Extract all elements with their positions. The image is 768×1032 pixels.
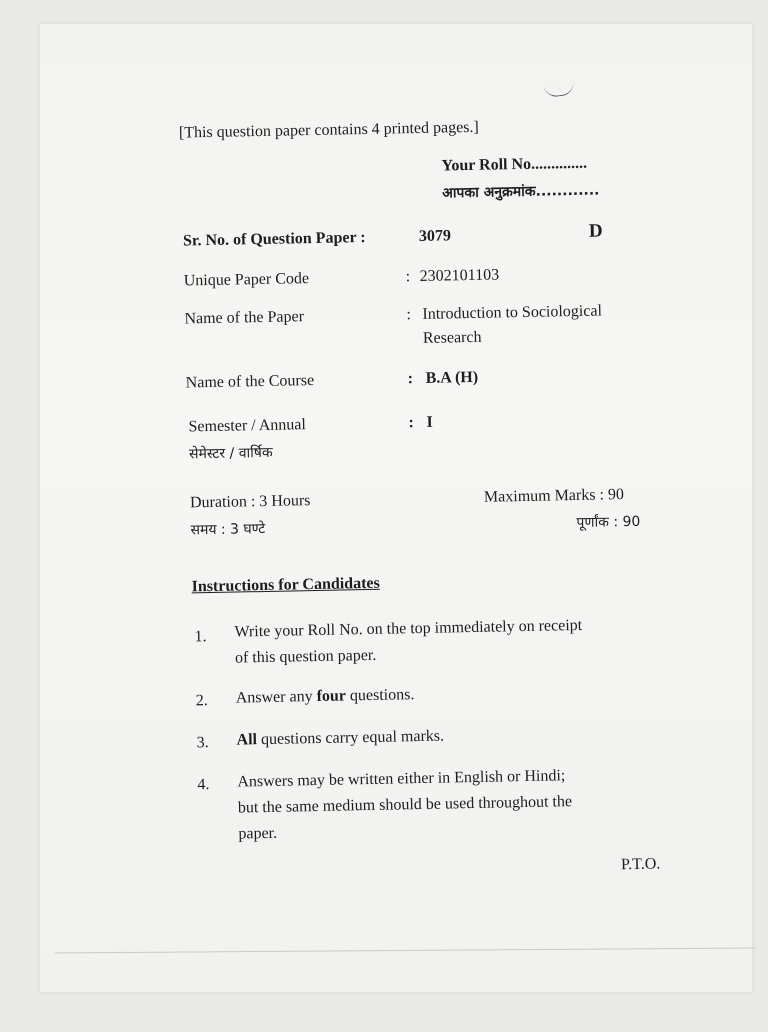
paper-name-line1: Introduction to Sociological: [422, 302, 603, 323]
semester-hindi: सेमेस्टर / वार्षिक: [188, 444, 273, 463]
duration-hindi: समय : 3 घण्टे: [190, 520, 266, 539]
header-note: [This question paper contains 4 printed pages.]: [178, 118, 479, 142]
course-value: B.A (H): [425, 368, 479, 387]
instruction-number: 3.: [196, 734, 209, 752]
set-letter: D: [588, 220, 603, 242]
page-turn-note: P.T.O.: [620, 855, 661, 874]
instruction-number: 1.: [194, 628, 207, 646]
instruction-text-line2: but the same medium should be used throughout the: [237, 793, 573, 817]
serial-label: Sr. No. of Question Paper :: [182, 228, 366, 250]
instruction-text: [236, 686, 415, 707]
semester-colon: :: [408, 414, 415, 432]
instruction-text-bold: four: [316, 687, 347, 706]
duration-label: Duration : 3 Hours: [189, 492, 311, 512]
paper-name-line2: Research: [422, 328, 482, 347]
instruction-number: 2.: [195, 692, 208, 710]
paper-code-label: Unique Paper Code: [183, 270, 310, 290]
instruction-text-line2: of this question paper.: [234, 646, 377, 667]
handwritten-mark: [543, 81, 574, 98]
semester-value: I: [426, 413, 433, 431]
semester-label: Semester / Annual: [188, 416, 307, 436]
instructions-title: Instructions for Candidates: [191, 574, 380, 596]
instruction-text: [236, 728, 444, 750]
instruction-text-bold: All: [236, 731, 258, 749]
paper-name-label: Name of the Paper: [184, 308, 305, 328]
serial-value: 3079: [418, 227, 452, 245]
instruction-text-pre: Answer any: [235, 688, 317, 707]
paper-code-colon: :: [405, 268, 411, 286]
instruction-text-post: questions.: [345, 686, 415, 705]
course-colon: :: [407, 370, 414, 388]
max-marks: Maximum Marks : 90: [483, 486, 625, 506]
instruction-text-line1: Answers may be written either in English or Hindi;: [237, 767, 566, 791]
roll-number-hindi: आपका अनुक्रमांक............: [441, 182, 600, 202]
paper-code-value: 2302101103: [419, 266, 500, 285]
instruction-number: 4.: [197, 776, 210, 794]
instruction-text-line3: paper.: [238, 824, 278, 843]
max-marks-hindi: पूर्णांक : 90: [576, 513, 641, 531]
course-label: Name of the Course: [185, 372, 315, 392]
roll-number-label: Your Roll No..............: [441, 154, 588, 175]
instruction-text-post: questions carry equal marks.: [256, 727, 445, 749]
paper-name-colon: :: [406, 306, 412, 324]
instruction-text-line1: Write your Roll No. on the top immediately on receipt: [234, 616, 583, 641]
